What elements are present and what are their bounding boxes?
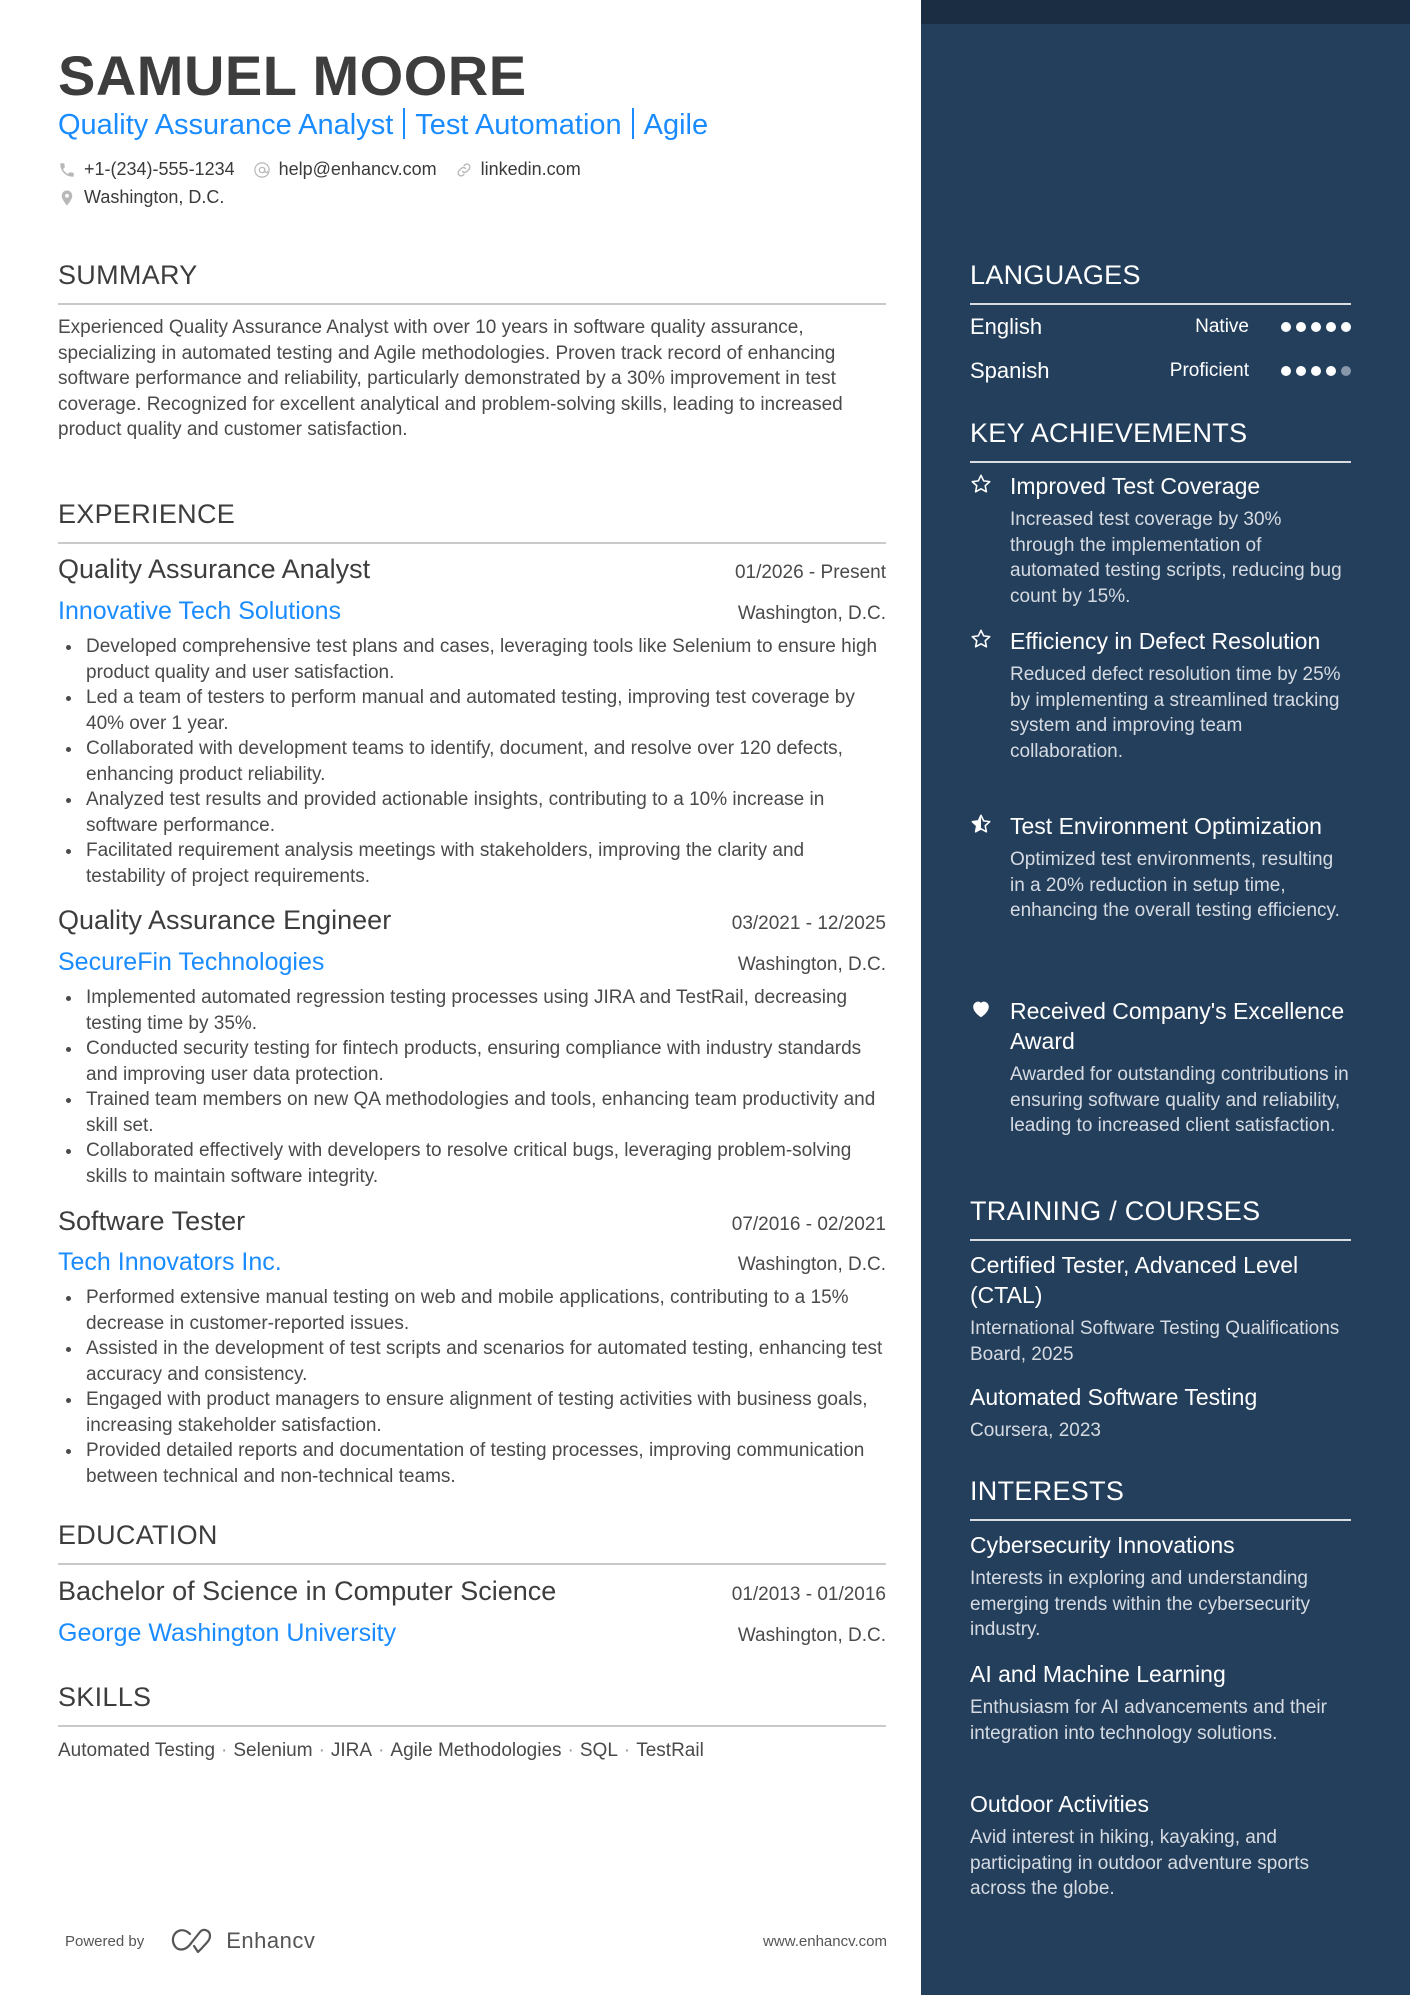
achievement-desc: Awarded for outstanding contributions in ensuring software quality and reliability, leading to increased client satisfaction. — [1010, 1064, 1349, 1136]
education-location: Washington, D.C. — [737, 1625, 886, 1646]
course-title: Automated Software Testing — [970, 1384, 1258, 1410]
job-company[interactable]: Innovative Tech Solutions — [58, 597, 342, 625]
job-bullet: Analyzed test results and provided actionable insights, contributing to a 10% increase in software performance. — [58, 787, 886, 838]
summary-heading: SUMMARY — [58, 260, 198, 290]
job-bullet: Developed comprehensive test plans and cases, leveraging tools like Selenium to ensure high product quality and user satisfaction. — [58, 634, 886, 685]
job-bullet: Implemented automated regression testing processes using JIRA and TestRail, decreasing testing time by 35%. — [58, 985, 886, 1036]
job-subheader — [58, 599, 886, 624]
achievement-item — [970, 811, 1351, 924]
job-dates: 07/2016 - 02/2021 — [731, 1214, 886, 1235]
star-half-icon — [970, 813, 994, 837]
dot-filled — [1326, 322, 1336, 332]
language-name: English — [970, 314, 1043, 339]
sidebar-top-strip — [921, 0, 1410, 24]
education-divider — [58, 1563, 886, 1565]
education-header — [58, 1578, 886, 1605]
star-outline-icon — [970, 473, 994, 497]
brand-name: Enhancv — [226, 1928, 316, 1953]
course-provider: Coursera, 2023 — [970, 1420, 1101, 1441]
job-role: Quality Assurance Analyst — [58, 554, 371, 584]
job-bullet: Assisted in the development of test scripts and scenarios for automated testing, enhancing test accuracy and consistency. — [58, 1336, 886, 1387]
job-subheader — [58, 950, 886, 975]
email-text: help@enhancv.com — [278, 159, 437, 179]
star-outline-icon — [970, 628, 994, 652]
job-location: Washington, D.C. — [737, 603, 886, 624]
powered-by — [65, 1928, 315, 1954]
course-item — [970, 1382, 1351, 1444]
job-subheader — [58, 1250, 886, 1275]
experience-divider — [58, 542, 886, 544]
course-provider: International Software Testing Qualifications Board, 2025 — [970, 1318, 1340, 1365]
dot-empty — [1341, 366, 1351, 376]
job-bullets — [58, 985, 886, 1189]
skill-item: Automated Testing — [58, 1740, 216, 1761]
dot-filled — [1311, 322, 1321, 332]
job-bullets — [58, 1285, 886, 1489]
job-bullet: Provided detailed reports and documentation of testing processes, improving communication between technical and non-technical teams. — [58, 1438, 886, 1489]
achievement-desc: Increased test coverage by 30% through the implementation of automated testing scripts, reducing bug count by 15%. — [1010, 509, 1342, 607]
achievement-title: Received Company's Excellence Award — [1010, 998, 1345, 1054]
job-bullet: Led a team of testers to perform manual and automated testing, improving test coverage by 40% over 1 year. — [58, 685, 886, 736]
location-contact — [58, 187, 224, 208]
location-row — [58, 187, 242, 208]
skill-item: TestRail — [636, 1740, 704, 1761]
language-name: Spanish — [970, 358, 1050, 383]
dot-filled — [1311, 366, 1321, 376]
phone-icon — [58, 161, 76, 179]
location-text: Washington, D.C. — [84, 187, 225, 207]
skill-item: SQL — [579, 1740, 618, 1761]
job-role: Quality Assurance Engineer — [58, 905, 392, 935]
interest-title: Outdoor Activities — [970, 1791, 1149, 1817]
dot-filled — [1296, 322, 1306, 332]
link-icon — [455, 161, 473, 179]
course-item — [970, 1250, 1351, 1367]
achievements-divider — [970, 461, 1351, 463]
skills-divider — [58, 1725, 886, 1727]
job-bullet: Facilitated requirement analysis meetings with stakeholders, improving the clarity and testability of project requirements. — [58, 838, 886, 889]
map-pin-icon — [58, 189, 76, 207]
interest-item — [970, 1789, 1351, 1902]
powered-by-label: Powered by — [65, 1932, 145, 1950]
course-title: Certified Tester, Advanced Level (CTAL) — [970, 1252, 1299, 1308]
achievement-item — [970, 996, 1351, 1139]
job-header — [58, 907, 886, 934]
education-heading: EDUCATION — [58, 1520, 218, 1550]
language-item — [970, 358, 1351, 384]
headline-part: Agile — [643, 109, 709, 141]
job-bullets — [58, 634, 886, 889]
headline-separator — [632, 108, 634, 139]
job-location: Washington, D.C. — [737, 954, 886, 975]
headline-part: Test Automation — [415, 109, 622, 141]
job-bullet: Conducted security testing for fintech products, ensuring compliance with industry standards and improving user data protection. — [58, 1036, 886, 1087]
summary-text: Experienced Quality Assurance Analyst with over 10 years in software quality assurance, specializing in automated testing and Agile methodologies. Proven track record of enhancing software performance and reliability, particularly demonstrated by a 30% improvement in test coverage. Recognized for excellent analytical and problem-solving skills, leading to increased product quality and customer satisfaction. — [58, 317, 843, 440]
dot-filled — [1281, 322, 1291, 332]
phone-text: +1-(234)-555-1234 — [84, 159, 235, 179]
achievement-desc: Optimized test environments, resulting in a 20% reduction in setup time, enhancing the overall testing efficiency. — [1010, 849, 1340, 921]
enhancv-logo-icon — [170, 1928, 216, 1954]
experience-heading: EXPERIENCE — [58, 499, 236, 529]
achievement-title: Improved Test Coverage — [1010, 473, 1261, 499]
interest-item — [970, 1530, 1351, 1643]
achievement-desc: Reduced defect resolution time by 25% by implementing a streamlined tracking system and improving team collaboration. — [1010, 664, 1341, 762]
achievement-title: Efficiency in Defect Resolution — [1010, 628, 1321, 654]
interest-title: AI and Machine Learning — [970, 1661, 1226, 1687]
job-header — [58, 556, 886, 583]
proficiency-dots — [1281, 322, 1351, 332]
job-location: Washington, D.C. — [737, 1254, 886, 1275]
at-sign-icon — [253, 161, 271, 179]
education-dates: 01/2013 - 01/2016 — [731, 1584, 886, 1605]
enhancv-logo[interactable] — [170, 1928, 315, 1954]
job-bullet: Engaged with product managers to ensure alignment of testing activities with business goals, increasing stakeholder satisfaction. — [58, 1387, 886, 1438]
main-column — [58, 0, 886, 1995]
job-bullet: Collaborated effectively with developers to resolve critical bugs, leveraging problem-solving skills to maintain software integrity. — [58, 1138, 886, 1189]
school[interactable]: George Washington University — [58, 1619, 397, 1647]
job-bullet: Collaborated with development teams to identify, document, and resolve over 120 defects, enhancing product reliability. — [58, 736, 886, 787]
skill-item: Selenium — [233, 1740, 313, 1761]
headline-separator — [403, 108, 405, 139]
training-divider — [970, 1239, 1351, 1241]
heart-icon — [970, 998, 994, 1022]
interests-divider — [970, 1519, 1351, 1521]
job-company[interactable]: SecureFin Technologies — [58, 948, 325, 976]
job-company[interactable]: Tech Innovators Inc. — [58, 1248, 282, 1276]
sidebar — [921, 0, 1410, 1995]
job-dates: 01/2026 - Present — [734, 562, 886, 583]
summary-divider — [58, 303, 886, 305]
achievement-title: Test Environment Optimization — [1010, 813, 1322, 839]
training-heading: TRAINING / COURSES — [970, 1196, 1261, 1226]
languages-heading: LANGUAGES — [970, 260, 1141, 290]
language-level: Native — [1195, 316, 1249, 337]
contact-row — [58, 159, 599, 180]
job-header — [58, 1208, 886, 1235]
skill-item: JIRA — [330, 1740, 373, 1761]
languages-divider — [970, 303, 1351, 305]
email-contact[interactable] — [253, 159, 437, 180]
job-bullet: Performed extensive manual testing on web and mobile applications, contributing to a 15% decrease in customer-reported issues. — [58, 1285, 886, 1336]
dot-filled — [1341, 322, 1351, 332]
dot-filled — [1326, 366, 1336, 376]
interests-heading: INTERESTS — [970, 1476, 1125, 1506]
interest-item — [970, 1659, 1351, 1746]
footer — [65, 1928, 887, 1954]
language-level: Proficient — [1169, 360, 1249, 381]
phone-contact[interactable] — [58, 159, 235, 180]
language-item — [970, 314, 1351, 340]
interest-title: Cybersecurity Innovations — [970, 1532, 1235, 1558]
dot-filled — [1296, 366, 1306, 376]
job-bullet: Trained team members on new QA methodologies and tools, enhancing team productivity and skill set. — [58, 1087, 886, 1138]
degree: Bachelor of Science in Computer Science — [58, 1576, 557, 1606]
headline-part: Quality Assurance Analyst — [58, 109, 394, 141]
skill-item: Agile Methodologies — [390, 1740, 562, 1761]
job-dates: 03/2021 - 12/2025 — [731, 913, 886, 934]
linkedin-text: linkedin.com — [480, 159, 581, 179]
dot-filled — [1281, 366, 1291, 376]
interest-desc: Interests in exploring and understanding emerging trends within the cybersecurity industry. — [970, 1568, 1311, 1640]
proficiency-dots — [1281, 366, 1351, 376]
headline — [58, 108, 708, 140]
interest-desc: Enthusiasm for AI advancements and their integration into technology solutions. — [970, 1697, 1327, 1744]
candidate-name: SAMUEL MOORE — [58, 44, 527, 107]
achievements-heading: KEY ACHIEVEMENTS — [970, 418, 1248, 448]
skills-list: Automated Testing · Selenium · JIRA · Agile Methodologies · SQL · TestRail — [58, 1740, 704, 1761]
achievement-item — [970, 626, 1351, 764]
education-subheader — [58, 1621, 886, 1646]
interest-desc: Avid interest in hiking, kayaking, and participating in outdoor adventure sports across the globe. — [970, 1827, 1310, 1899]
job-role: Software Tester — [58, 1206, 246, 1236]
achievement-item — [970, 471, 1351, 609]
skills-heading: SKILLS — [58, 1682, 152, 1712]
website-link[interactable]: www.enhancv.com — [763, 1932, 887, 1950]
linkedin-contact[interactable] — [455, 159, 581, 180]
